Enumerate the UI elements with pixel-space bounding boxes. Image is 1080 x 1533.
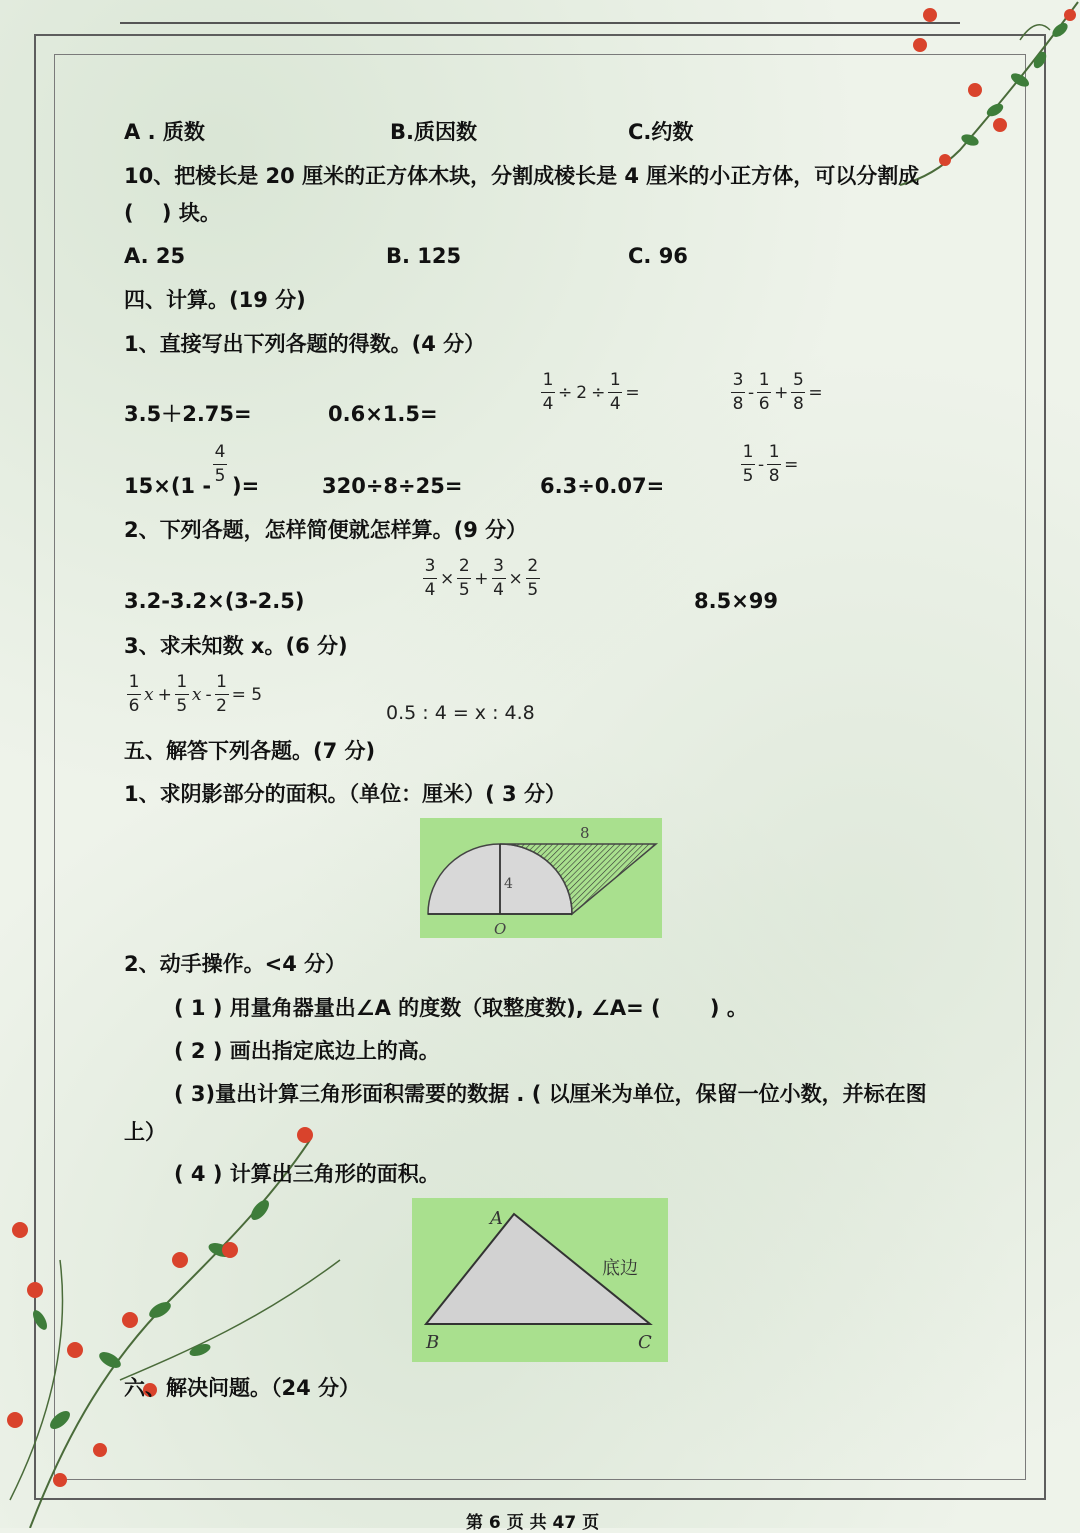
calc-15-times-pre: 15×(1 - — [124, 474, 212, 498]
calc-15-fraction: $\frac{4}{5}$ — [214, 442, 226, 486]
solve-x-proportion: 0.5 : 4 = x : 4.8 — [386, 702, 535, 724]
section6-title: 六、解决问题。（24 分） — [124, 1376, 361, 1400]
calc-3.5-plus-2.75: 3.5＋2.75= — [124, 402, 252, 426]
section4-part1-title: 1、直接写出下列各题的得数。(4 分） — [124, 332, 486, 356]
calc-15-times-post: )= — [232, 474, 260, 498]
label-8: 8 — [580, 824, 590, 842]
triangle-diagram — [412, 1198, 668, 1362]
vertex-c: C — [638, 1332, 652, 1353]
shaded-area-diagram — [420, 818, 662, 938]
footer-mid: 页 共 — [506, 1513, 547, 1533]
task-3-measure-line2: 上） — [124, 1120, 166, 1144]
calc-0.6-times-1.5: 0.6×1.5= — [328, 402, 438, 426]
task-4-compute-area: ( 4 ) 计算出三角形的面积。 — [174, 1162, 440, 1186]
section5-part1-title: 1、求阴影部分的面积。（单位：厘米）( 3 分） — [124, 782, 566, 806]
vertex-b: B — [426, 1332, 440, 1353]
task-2-draw-height: ( 2 ) 画出指定底边上的高。 — [174, 1039, 440, 1063]
triangle-figure — [412, 1198, 668, 1362]
calc-fraction-subtract: $\frac{1}{5}$ - $\frac{1}{8}$ = — [742, 442, 799, 486]
base-label: 底边 — [602, 1258, 638, 1279]
page-footer — [466, 1508, 599, 1533]
top-rule — [120, 22, 960, 24]
section5-title: 五、解答下列各题。(7 分) — [124, 739, 376, 763]
q10-stem-line1: 10、把棱长是 20 厘米的正方体木块，分割成棱长是 4 厘米的小正方体，可以分割成 — [124, 164, 920, 188]
calc-fraction-division: $\frac{1}{4}$ ÷ 2 ÷ $\frac{1}{4}$ = — [542, 370, 640, 414]
footer-post: 页 — [582, 1513, 600, 1533]
footer-pre: 第 — [466, 1513, 483, 1533]
q10-stem-line2: ( ) 块。 — [124, 201, 221, 225]
task-1-measure-angle: ( 1 ) 用量角器量出∠A 的度数（取整度数), ∠A= ( ) 。 — [174, 996, 748, 1020]
calc-fraction-mixed: $\frac{3}{8}$ - $\frac{1}{6}$ + $\frac{5}{8}$ = — [732, 370, 823, 414]
solve-x-equation-1: $\frac{1}{6}$ x + $\frac{1}{5}$ x - $\frac{1}{2}$ = 5 — [128, 672, 263, 716]
q9-option-a: A . 质数 — [124, 120, 205, 144]
section4-part3-title: 3、求未知数 x。(6 分) — [124, 634, 348, 658]
q10-option-c: C. 96 — [628, 244, 688, 268]
calc-6.3-div: 6.3÷0.07= — [540, 474, 665, 498]
footer-total-pages: 47 — [552, 1513, 577, 1533]
label-o: O — [494, 920, 507, 938]
task-3-measure-line1: ( 3)量出计算三角形面积需要的数据 . ( 以厘米为单位，保留一位小数，并标在图 — [174, 1082, 927, 1106]
label-4: 4 — [504, 876, 513, 892]
q10-option-a: A. 25 — [124, 244, 186, 268]
section4-title: 四、计算。(19 分) — [124, 288, 306, 312]
calc-320-div: 320÷8÷25= — [322, 474, 463, 498]
q9-option-c: C.约数 — [628, 120, 694, 144]
footer-page-number: 6 — [488, 1513, 501, 1533]
simplify-fraction-expr: $\frac{3}{4}$ × $\frac{2}{5}$ + $\frac{3}{4}$ × $\frac{2}{5}$ — [424, 556, 539, 600]
vertex-a: A — [490, 1208, 503, 1229]
simplify-8.5-times-99: 8.5×99 — [694, 589, 779, 613]
section5-part2-title: 2、动手操作。<4 分） — [124, 952, 347, 976]
simplify-3.2-expr: 3.2-3.2×(3-2.5) — [124, 589, 305, 613]
section4-part2-title: 2、下列各题，怎样简便就怎样算。(9 分） — [124, 518, 528, 542]
flower-vine-top-right — [900, 0, 1080, 190]
q10-option-b: B. 125 — [386, 244, 462, 268]
shaded-area-figure — [420, 818, 662, 938]
q9-option-b: B.质因数 — [390, 120, 477, 144]
